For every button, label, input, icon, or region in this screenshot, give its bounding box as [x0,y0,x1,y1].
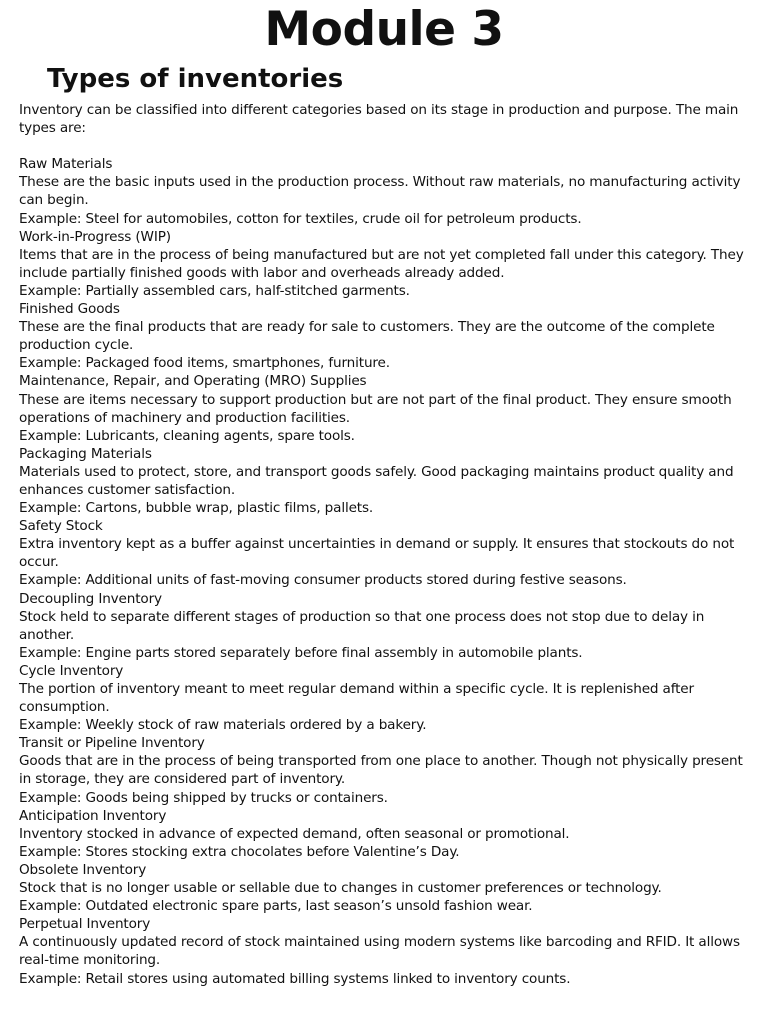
inventory-type-example: Example: Stores stocking extra chocolates before Valentine’s Day. [19,843,460,860]
inventory-type-name: Anticipation Inventory [19,807,167,824]
inventory-type-example: Example: Retail stores using automated billing systems linked to inventory counts. [19,970,571,987]
inventory-type-name: Maintenance, Repair, and Operating (MRO) Supplies [19,373,367,390]
inventory-type-description: Stock that is no longer usable or sellable due to changes in customer preferences or technology. [19,880,662,897]
inventory-type-item [19,662,754,734]
inventory-type-example: Example: Cartons, bubble wrap, plastic films, pallets. [19,500,374,517]
inventory-types-list [19,155,754,987]
inventory-type-description: Extra inventory kept as a buffer against uncertainties in demand or supply. It ensures that stockouts do not occur. [19,536,735,571]
intro-paragraph: Inventory can be classified into different categories based on its stage in production and purpose. The main types are: [19,102,739,137]
inventory-type-description: Materials used to protect, store, and transport goods safely. Good packaging maintains product quality and enhances customer satisfaction. [19,463,734,498]
inventory-type-name: Safety Stock [19,518,103,535]
inventory-type-item [19,300,754,372]
inventory-type-name: Obsolete Inventory [19,861,147,878]
inventory-type-name: Packaging Materials [19,445,152,462]
inventory-type-description: These are items necessary to support production but are not part of the final product. They ensure smooth operations of machinery and production facilities. [19,391,732,426]
inventory-type-example: Example: Steel for automobiles, cotton for textiles, crude oil for petroleum products. [19,210,582,227]
inventory-type-item [19,372,754,444]
inventory-type-example: Example: Lubricants, cleaning agents, spare tools. [19,427,355,444]
inventory-type-description: Goods that are in the process of being transported from one place to another. Though not physically present in storage, they are considered part of inventory. [19,753,743,788]
inventory-type-example: Example: Packaged food items, smartphones, furniture. [19,355,390,372]
inventory-type-name: Raw Materials [19,156,113,173]
inventory-type-item [19,590,754,662]
inventory-type-name: Cycle Inventory [19,662,124,679]
inventory-type-example: Example: Partially assembled cars, half-stitched garments. [19,282,410,299]
module-title: Module 3 [264,2,504,57]
inventory-type-name: Perpetual Inventory [19,916,151,933]
inventory-type-item [19,734,754,806]
document-body [19,101,754,988]
inventory-type-example: Example: Weekly stock of raw materials ordered by a bakery. [19,717,427,734]
inventory-type-description: These are the final products that are ready for sale to customers. They are the outcome of the complete production cycle. [19,319,715,354]
inventory-type-name: Work-in-Progress (WIP) [19,228,171,245]
inventory-type-description: These are the basic inputs used in the production process. Without raw materials, no manufacturing activity can begin. [19,174,741,209]
inventory-type-description: Inventory stocked in advance of expected demand, often seasonal or promotional. [19,825,570,842]
inventory-type-example: Example: Engine parts stored separately before final assembly in automobile plants. [19,644,583,661]
inventory-type-description: Stock held to separate different stages of production so that one process does not stop due to delay in another. [19,608,705,643]
inventory-type-item [19,915,754,987]
inventory-type-item [19,807,754,861]
inventory-type-example: Example: Outdated electronic spare parts, last season’s unsold fashion wear. [19,898,533,915]
inventory-type-description: Items that are in the process of being manufactured but are not yet completed fall under this category. They include partially finished goods with labor and overheads already added. [19,246,744,281]
inventory-type-item [19,228,754,300]
inventory-type-name: Decoupling Inventory [19,590,162,607]
inventory-type-name: Finished Goods [19,301,120,318]
inventory-type-item [19,445,754,517]
inventory-type-name: Transit or Pipeline Inventory [19,735,205,752]
inventory-type-item [19,517,754,589]
inventory-type-item [19,155,754,227]
section-title: Types of inventories [47,64,344,94]
inventory-type-example: Example: Goods being shipped by trucks or containers. [19,789,388,806]
inventory-type-example: Example: Additional units of fast-moving consumer products stored during festive seasons. [19,572,627,589]
inventory-type-description: The portion of inventory meant to meet regular demand within a specific cycle. It is replenished after consumption. [19,681,694,716]
inventory-type-description: A continuously updated record of stock maintained using modern systems like barcoding and RFID. It allows real-time monitoring. [19,934,740,969]
inventory-type-item [19,861,754,915]
